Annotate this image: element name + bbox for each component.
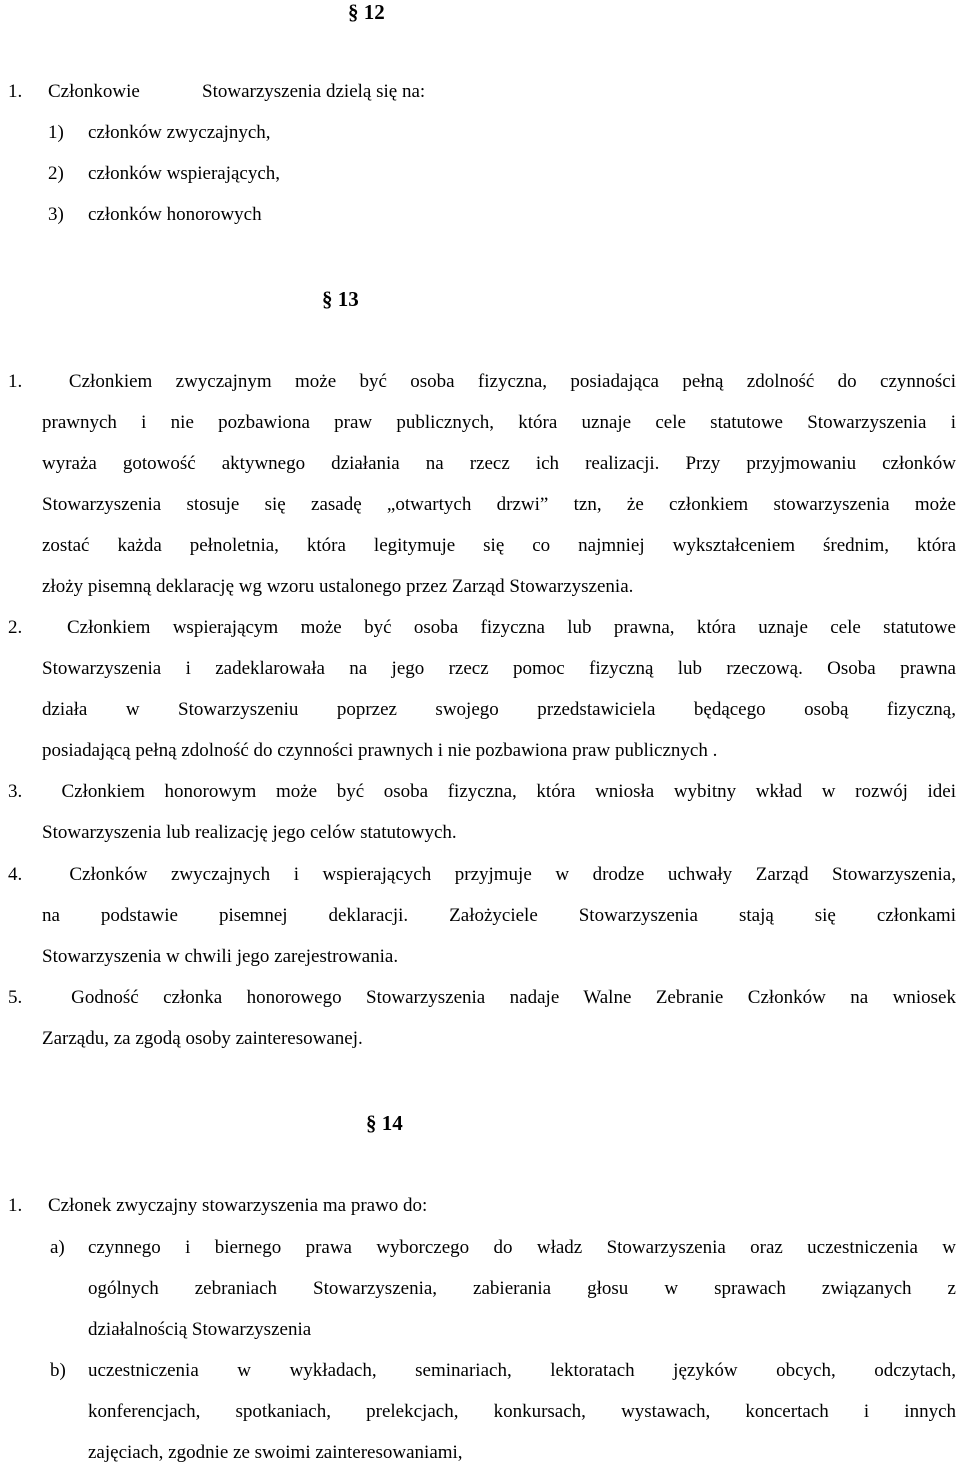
sec13-p2-line: działa w Stowarzyszeniu poprzez swojego przedstawiciela będącego osobą fizyczną, xyxy=(42,699,956,720)
sec14-b-line: konferencjach, spotkaniach, prelekcjach, konkursach, wystawach, koncertach i innych xyxy=(88,1401,956,1422)
sec13-p5-line: 5. Godność członka honorowego Stowarzyszenia nadaje Walne Zebranie Członków na wniosek xyxy=(8,987,956,1008)
sec12-list-num: 2) xyxy=(48,163,64,184)
section-14-heading: § 14 xyxy=(366,1111,403,1135)
sec13-p3-line: 3. Członkiem honorowym może być osoba fizyczna, która wniosła wybitny wkład w rozwój idei xyxy=(8,781,956,802)
section-13-heading: § 13 xyxy=(322,287,359,311)
sec14-a-label: a) xyxy=(50,1237,65,1258)
sec14-item1-text: Członek zwyczajny stowarzyszenia ma prawo do: xyxy=(48,1195,428,1216)
sec12-list-num: 3) xyxy=(48,204,64,225)
section-12-heading: § 12 xyxy=(348,0,385,24)
sec13-p1-line: prawnych i nie pozbawiona praw publicznych, która uznaje cele statutowe Stowarzyszenia i xyxy=(42,412,956,433)
sec13-p4-line: na podstawie pisemnej deklaracji. Założyciele Stowarzyszenia stają się członkami xyxy=(42,905,956,926)
sec13-p1-line: 1. Członkiem zwyczajnym może być osoba fizyczna, posiadająca pełną zdolność do czynności xyxy=(8,371,956,392)
sec13-p1-line: Stowarzyszenia stosuje się zasadę „otwartych drzwi” tzn, że członkiem stowarzyszenia może xyxy=(42,494,956,515)
sec13-p3-line: Stowarzyszenia lub realizację jego celów statutowych. xyxy=(42,822,457,843)
sec13-p2-line: posiadającą pełną zdolność do czynności prawnych i nie pozbawiona praw publicznych . xyxy=(42,740,718,761)
sec14-b-line: zajęciach, zgodnie ze swoimi zainteresowaniami, xyxy=(88,1442,463,1463)
sec14-b-label: b) xyxy=(50,1360,66,1381)
sec12-list-item: członków wspierających, xyxy=(88,163,281,184)
sec13-p2-line: Stowarzyszenia i zadeklarowała na jego rzecz pomoc fizyczną lub rzeczową. Osoba prawna xyxy=(42,658,956,679)
sec13-p1-line: wyraża gotowość aktywnego działania na rzecz ich realizacji. Przy przyjmowaniu członków xyxy=(42,453,956,474)
sec12-item1-num: 1. xyxy=(8,81,23,102)
sec12-item1-text-a: Członkowie xyxy=(48,81,140,102)
sec12-item1-text-b: Stowarzyszenia dzielą się na: xyxy=(202,81,426,102)
sec12-list-item: członków honorowych xyxy=(88,204,262,225)
sec12-list-num: 1) xyxy=(48,122,64,143)
sec14-b-line: uczestniczenia w wykładach, seminariach, lektoratach języków obcych, odczytach, xyxy=(88,1360,956,1381)
sec13-p1-line: zostać każda pełnoletnia, która legitymuje się co najmniej wykształceniem średnim, która xyxy=(42,535,956,556)
sec14-a-line: czynnego i biernego prawa wyborczego do władz Stowarzyszenia oraz uczestniczenia w xyxy=(88,1237,956,1258)
sec12-list-item: członków zwyczajnych, xyxy=(88,122,271,143)
sec14-a-line: działalnością Stowarzyszenia xyxy=(88,1319,312,1340)
sec13-p4-line: 4. Członków zwyczajnych i wspierających przyjmuje w drodze uchwały Zarząd Stowarzyszenia, xyxy=(8,864,956,885)
sec13-p4-line: Stowarzyszenia w chwili jego zarejestrowania. xyxy=(42,946,399,967)
sec13-p2-line: 2. Członkiem wspierającym może być osoba fizyczna lub prawna, która uznaje cele statutowe xyxy=(8,617,956,638)
sec14-item1-num: 1. xyxy=(8,1195,23,1216)
sec14-a-line: ogólnych zebraniach Stowarzyszenia, zabierania głosu w sprawach związanych z xyxy=(88,1278,956,1299)
sec13-p5-line: Zarządu, za zgodą osoby zainteresowanej. xyxy=(42,1028,363,1049)
sec13-p1-line: złoży pisemną deklarację wg wzoru ustalonego przez Zarząd Stowarzyszenia. xyxy=(42,576,634,597)
